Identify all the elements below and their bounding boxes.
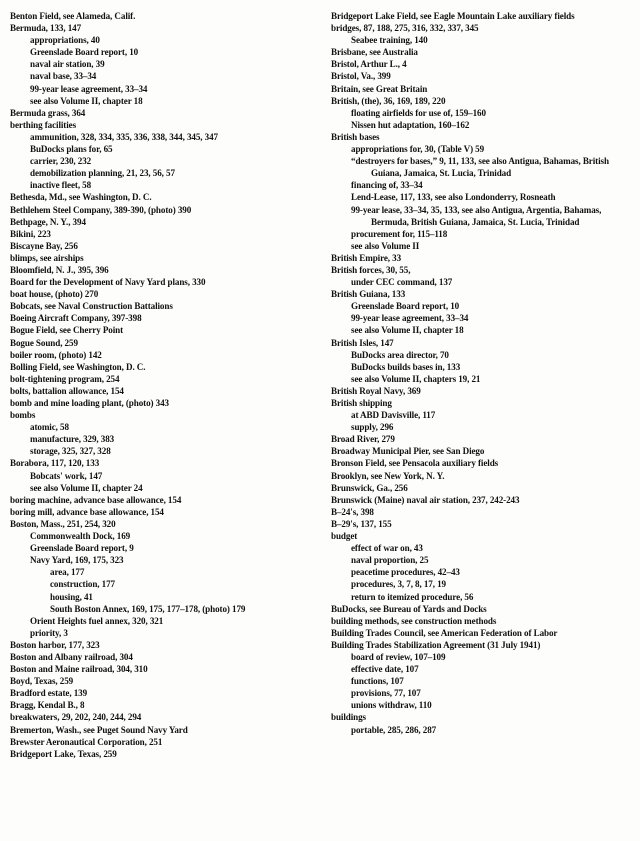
index-entry: Boston and Maine railroad, 304, 310: [10, 664, 148, 675]
index-subentry: naval proportion, 25: [351, 555, 429, 566]
index-entry: Bremerton, Wash., see Puget Sound Navy Yard: [10, 724, 188, 735]
index-entry: Broadway Municipal Pier, see San Diego: [331, 446, 485, 457]
index-subentry: effect of war on, 43: [351, 543, 423, 554]
index-entry: budget: [331, 531, 358, 542]
index-subentry: “destroyers for bases,” 9, 11, 133, see also Antigua, Bahamas, British Guiana, Jamaica, St. Lucia, Trinidad: [351, 156, 609, 179]
index-entry: Biscayne Bay, 256: [10, 240, 78, 251]
index-subentry: BuDocks builds bases in, 133: [351, 361, 461, 372]
index-subentry: carrier, 230, 232: [30, 156, 92, 167]
index-entry: B–24's, 398: [331, 506, 374, 517]
index-subentry: at ABD Davisville, 117: [351, 410, 436, 421]
index-entry: berthing facilities: [10, 119, 77, 130]
index-entry: bomb and mine loading plant, (photo) 343: [10, 398, 169, 408]
index-subentry: see also Volume II: [351, 240, 420, 251]
index-subentry: ammunition, 328, 334, 335, 336, 338, 344, 345, 347: [30, 131, 218, 142]
index-entry: Borabora, 117, 120, 133: [10, 458, 100, 469]
index-subentry: Navy Yard, 169, 175, 323: [30, 555, 124, 566]
index-entry: Bethesda, Md., see Washington, D. C.: [10, 192, 152, 203]
index-entry: bolts, battalion allowance, 154: [10, 385, 124, 396]
index-subentry: peacetime procedures, 42–43: [351, 567, 460, 578]
index-subentry: Orient Heights fuel annex, 320, 321: [30, 615, 164, 626]
index-subentry: board of review, 107–109: [351, 651, 446, 662]
index-entry: Benton Field, see Alameda, Calif.: [10, 11, 136, 21]
index-subentry: Greenslade Board report, 10: [351, 301, 460, 312]
index-subentry: naval base, 33–34: [30, 71, 97, 82]
index-subentry: area, 177: [50, 567, 85, 578]
index-subentry: priority, 3: [30, 627, 68, 638]
index-subentry: see also Volume II, chapter 18: [351, 325, 464, 336]
index-entry: blimps, see airships: [10, 252, 84, 263]
index-subentry: naval air station, 39: [30, 59, 105, 70]
index-entry: B–29's, 137, 155: [331, 518, 392, 529]
index-subentry: South Boston Annex, 169, 175, 177–178, (photo) 179: [50, 603, 246, 614]
index-subentry: manufacture, 329, 383: [30, 434, 115, 445]
index-entry: Bobcats, see Naval Construction Battalions: [10, 301, 173, 312]
index-subentry: portable, 285, 286, 287: [351, 724, 437, 735]
index-column-left: [10, 10, 314, 760]
index-subentry: construction, 177: [50, 579, 115, 590]
index-subentry: 99-year lease, 33–34, 35, 133, see also Antigua, Argentia, Bahamas, Bermuda, British Guiana, Jamaica, St. Lucia, Trinidad: [351, 204, 602, 227]
index-entry: British Isles, 147: [331, 337, 394, 348]
index-column-right: [331, 10, 635, 736]
index-subentry: financing of, 33–34: [351, 180, 423, 191]
index-subentry: Greenslade Board report, 10: [30, 47, 139, 58]
index-entry: Bogue Sound, 259: [10, 337, 78, 348]
index-entry: boring machine, advance base allowance, 154: [10, 494, 182, 505]
index-entry: Boeing Aircraft Company, 397-398: [10, 313, 142, 324]
index-subentry: functions, 107: [351, 676, 404, 687]
index-entry: building methods, see construction methods: [331, 615, 497, 626]
index-subentry: see also Volume II, chapter 24: [30, 482, 143, 493]
index-entry: Building Trades Council, see American Federation of Labor: [331, 627, 558, 638]
index-entry: British shipping: [331, 398, 392, 408]
index-entry: Boston, Mass., 251, 254, 320: [10, 518, 116, 529]
index-subentry: Greenslade Board report, 9: [30, 543, 134, 554]
index-entry: Brisbane, see Australia: [331, 47, 418, 58]
index-entry: Bragg, Kendal B., 8: [10, 700, 85, 711]
index-subentry: 99-year lease agreement, 33–34: [351, 313, 469, 324]
index-subentry: floating airfields for use of, 159–160: [351, 107, 486, 118]
index-entry: bombs: [10, 410, 36, 421]
index-entry: Bristol, Va., 399: [331, 71, 391, 82]
index-subentry: demobilization planning, 21, 23, 56, 57: [30, 168, 175, 179]
index-entry: breakwaters, 29, 202, 240, 244, 294: [10, 712, 142, 723]
index-entry: Brewster Aeronautical Corporation, 251: [10, 736, 163, 747]
index-entry: Brunswick (Maine) naval air station, 237, 242-243: [331, 494, 520, 505]
index-entry: Boston harbor, 177, 323: [10, 639, 100, 650]
index-subentry: appropriations for, 30, (Table V) 59: [351, 144, 485, 155]
index-entry: boring mill, advance base allowance, 154: [10, 506, 164, 517]
index-entry: boat house, (photo) 270: [10, 289, 99, 300]
index-subentry: provisions, 77, 107: [351, 688, 421, 699]
index-subentry: see also Volume II, chapter 18: [30, 95, 143, 106]
index-entry: Bethpage, N. Y., 394: [10, 216, 86, 227]
index-entry: British Guiana, 133: [331, 289, 406, 300]
index-entry: BuDocks, see Bureau of Yards and Docks: [331, 603, 487, 614]
index-entry: Building Trades Stabilization Agreement (31 July 1941): [331, 639, 541, 650]
index-entry: British Empire, 33: [331, 252, 402, 263]
index-entry: bolt-tightening program, 254: [10, 373, 120, 384]
index-subentry: effective date, 107: [351, 664, 419, 675]
index-entry: Bogue Field, see Cherry Point: [10, 325, 124, 336]
index-entry: British Royal Navy, 369: [331, 385, 421, 396]
index-subentry: supply, 296: [351, 422, 394, 433]
index-entry: Bronson Field, see Pensacola auxiliary fields: [331, 458, 499, 469]
index-subentry: Seabee training, 140: [351, 35, 428, 46]
index-subentry: Commonwealth Dock, 169: [30, 531, 131, 542]
index-entry: Britain, see Great Britain: [331, 83, 428, 94]
index-entry: Bristol, Arthur L., 4: [331, 59, 407, 70]
index-subentry: see also Volume II, chapters 19, 21: [351, 373, 481, 384]
index-subentry: BuDocks area director, 70: [351, 349, 449, 360]
index-entry: Bermuda, 133, 147: [10, 23, 82, 34]
index-subentry: inactive fleet, 58: [30, 180, 92, 191]
index-entry: Brunswick, Ga., 256: [331, 482, 408, 493]
index-entry: British forces, 30, 55,: [331, 264, 411, 275]
index-entry: Bethlehem Steel Company, 389-390, (photo) 390: [10, 204, 192, 215]
index-entry: Broad River, 279: [331, 434, 395, 445]
index-subentry: Bobcats' work, 147: [30, 470, 103, 481]
index-entry: boiler room, (photo) 142: [10, 349, 102, 360]
index-subentry: Nissen hut adaptation, 160–162: [351, 119, 470, 130]
index-entry: Boston and Albany railroad, 304: [10, 651, 133, 662]
index-subentry: under CEC command, 137: [351, 277, 453, 288]
index-entry: Boyd, Texas, 259: [10, 676, 74, 687]
index-subentry: housing, 41: [50, 591, 93, 602]
index-entry: British bases: [331, 131, 380, 142]
index-entry: Brooklyn, see New York, N. Y.: [331, 470, 445, 481]
index-subentry: atomic, 58: [30, 422, 69, 433]
index-entry: Bradford estate, 139: [10, 688, 88, 699]
index-subentry: return to itemized procedure, 56: [351, 591, 474, 602]
index-subentry: procurement for, 115–118: [351, 228, 448, 239]
index-subentry: BuDocks plans for, 65: [30, 144, 113, 155]
index-entry: Board for the Development of Navy Yard plans, 330: [10, 277, 206, 288]
index-subentry: procedures, 3, 7, 8, 17, 19: [351, 579, 446, 590]
index-subentry: appropriations, 40: [30, 35, 100, 46]
index-entry: Bridgeport Lake, Texas, 259: [10, 748, 117, 759]
index-entry: bridges, 87, 188, 275, 316, 332, 337, 345: [331, 23, 479, 34]
index-entry: Bridgeport Lake Field, see Eagle Mountain Lake auxiliary fields: [331, 11, 575, 21]
index-subentry: Lend-Lease, 117, 133, see also Londonderry, Rosneath: [351, 192, 556, 203]
index-entry: Bermuda grass, 364: [10, 107, 86, 118]
index-subentry: unions withdraw, 110: [351, 700, 432, 711]
index-entry: Bolling Field, see Washington, D. C.: [10, 361, 146, 372]
index-entry: British, (the), 36, 169, 189, 220: [331, 95, 446, 106]
index-subentry: 99-year lease agreement, 33–34: [30, 83, 148, 94]
index-entry: Bikini, 223: [10, 228, 51, 239]
index-subentry: storage, 325, 327, 328: [30, 446, 111, 457]
index-entry: buildings: [331, 712, 366, 723]
index-entry: Bloomfield, N. J., 395, 396: [10, 264, 109, 275]
